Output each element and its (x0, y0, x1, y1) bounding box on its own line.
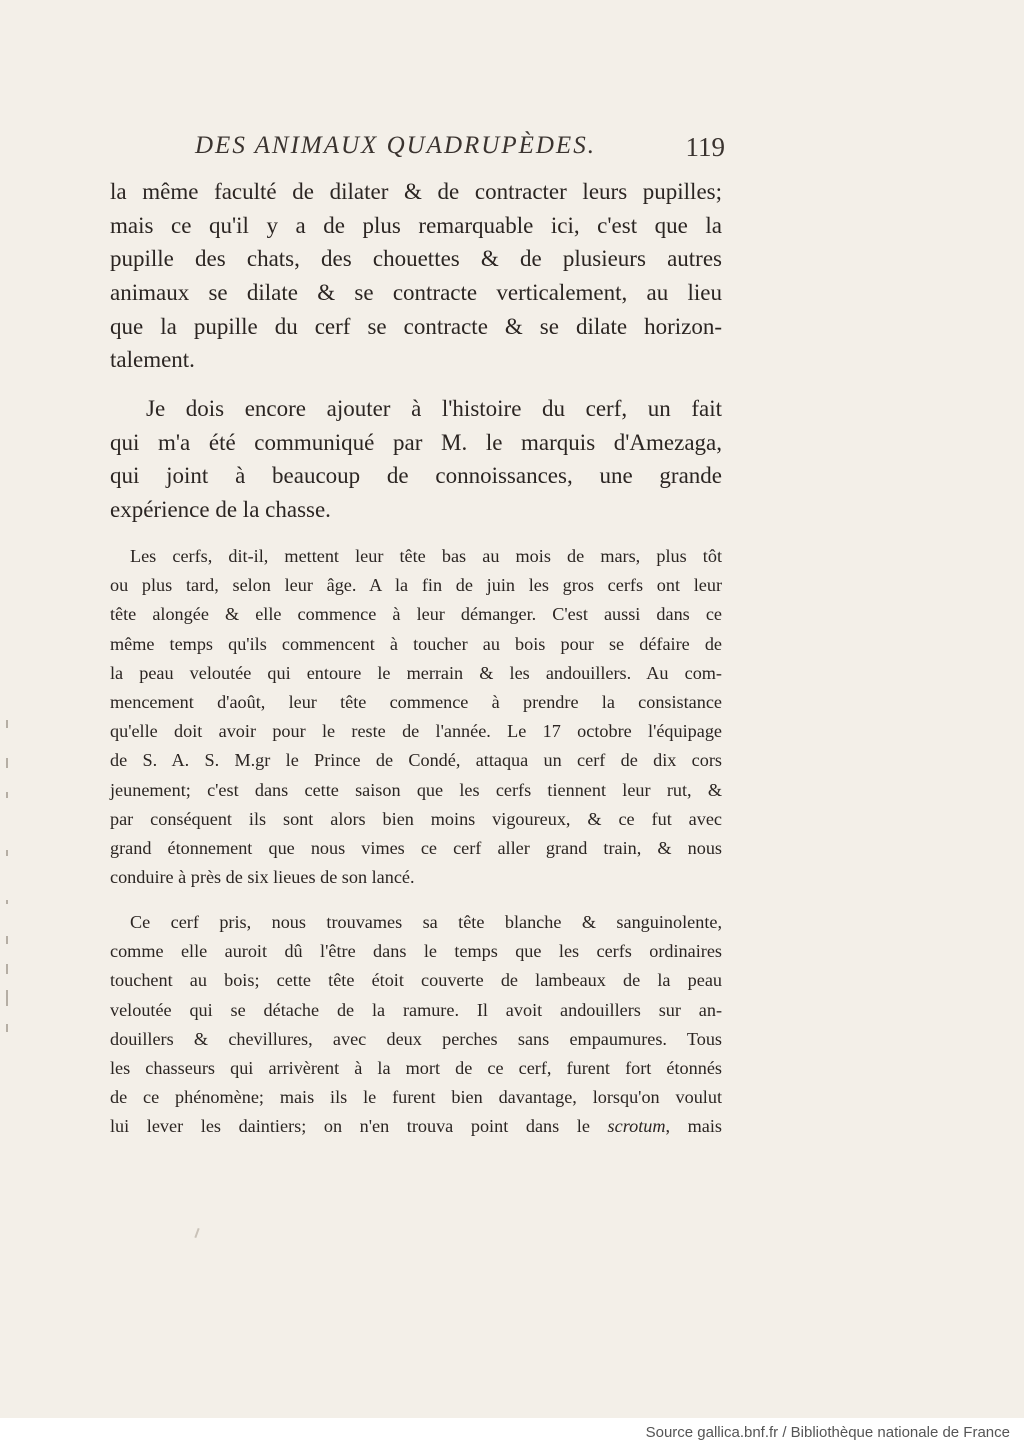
paragraph-2 (110, 392, 722, 527)
text-line: la même faculté de dilater & de contracter leurs pupilles; (110, 179, 722, 204)
text-line: qu'elle doit avoir pour le reste de l'année. Le 17 octobre l'équipage (110, 721, 722, 742)
text-line: de S. A. S. M.gr le Prince de Condé, attaqua un cerf de dix cors (110, 750, 722, 771)
text-fragment: , mais (665, 1116, 722, 1137)
text-line: qui joint à beaucoup de connoissances, une grande (110, 463, 722, 489)
text-line: les chasseurs qui arrivèrent à la mort de ce cerf, furent fort étonnés (110, 1057, 722, 1078)
text-line: conduire à près de six lieues de son lancé. (110, 867, 415, 888)
text-line: douillers & chevillures, avec deux perches sans empaumures. Tous (110, 1028, 722, 1049)
text-line: même temps qu'ils commencent à toucher au bois pour se défaire de (110, 633, 722, 654)
binding-margin-marks (0, 700, 14, 1040)
text-line: Ce cerf pris, nous trouvames sa tête blanche & sanguinolente, (130, 912, 722, 932)
paragraph-1 (110, 175, 722, 377)
text-line: qui m'a été communiqué par M. le marquis d'Amezaga, (110, 429, 722, 455)
text-line: la peau veloutée qui entoure le merrain & les andouillers. Au com- (110, 662, 722, 683)
text-line: par conséquent ils sont alors bien moins vigoureux, & ce fut avec (110, 808, 722, 829)
text-line: veloutée qui se détache de la ramure. Il avoit andouillers sur an- (110, 999, 722, 1020)
italic-word: scrotum (607, 1116, 666, 1137)
text-line: tête alongée & elle commence à leur démanger. C'est aussi dans ce (110, 604, 722, 625)
text-line: mais ce qu'il y a de plus remarquable ici, c'est que la (110, 212, 722, 238)
stray-ink-mark (194, 1228, 199, 1238)
text-line: de ce phénomène; mais ils le furent bien davantage, lorsqu'on voulut (110, 1087, 722, 1108)
source-credit: Source gallica.bnf.fr / Bibliothèque nationale de France (645, 1424, 1010, 1441)
text-line: grand étonnement que nous vimes ce cerf aller grand train, & nous (110, 837, 722, 858)
text-line: que la pupille du cerf se contracte & se dilate horizon- (110, 313, 722, 339)
text-line: comme elle auroit dû l'être dans le temps que les cerfs ordinaires (110, 941, 722, 962)
text-line: ou plus tard, selon leur âge. A la fin de juin les gros cerfs ont leur (110, 575, 722, 596)
text-line: Je dois encore ajouter à l'histoire du cerf, un fait (146, 396, 722, 421)
quote-paragraph-2 (110, 908, 722, 1142)
text-line: pupille des chats, des chouettes & de plusieurs autres (110, 246, 722, 272)
text-line: animaux se dilate & se contracte verticalement, au lieu (110, 280, 722, 306)
text-line-with-italic (110, 1112, 722, 1141)
text-line: Les cerfs, dit-il, mettent leur tête bas au mois de mars, plus tôt (130, 546, 722, 566)
text-line: expérience de la chasse. (110, 497, 331, 523)
text-line: mencement d'août, leur tête commence à prendre la consistance (110, 691, 722, 712)
text-line: jeunement; c'est dans cette saison que les cerfs tiennent leur rut, & (110, 779, 722, 800)
running-title: DES ANIMAUX QUADRUPÈDES. (195, 132, 596, 159)
page-header (195, 132, 725, 172)
page-number: 119 (685, 132, 725, 162)
source-footer (0, 1418, 1024, 1450)
text-fragment: lui lever les daintiers; on n'en trouva point dans le (110, 1116, 608, 1137)
text-line: talement. (110, 347, 195, 373)
text-line: touchent au bois; cette tête étoit couverte de lambeaux de la peau (110, 970, 722, 991)
quote-paragraph-1 (110, 542, 722, 892)
